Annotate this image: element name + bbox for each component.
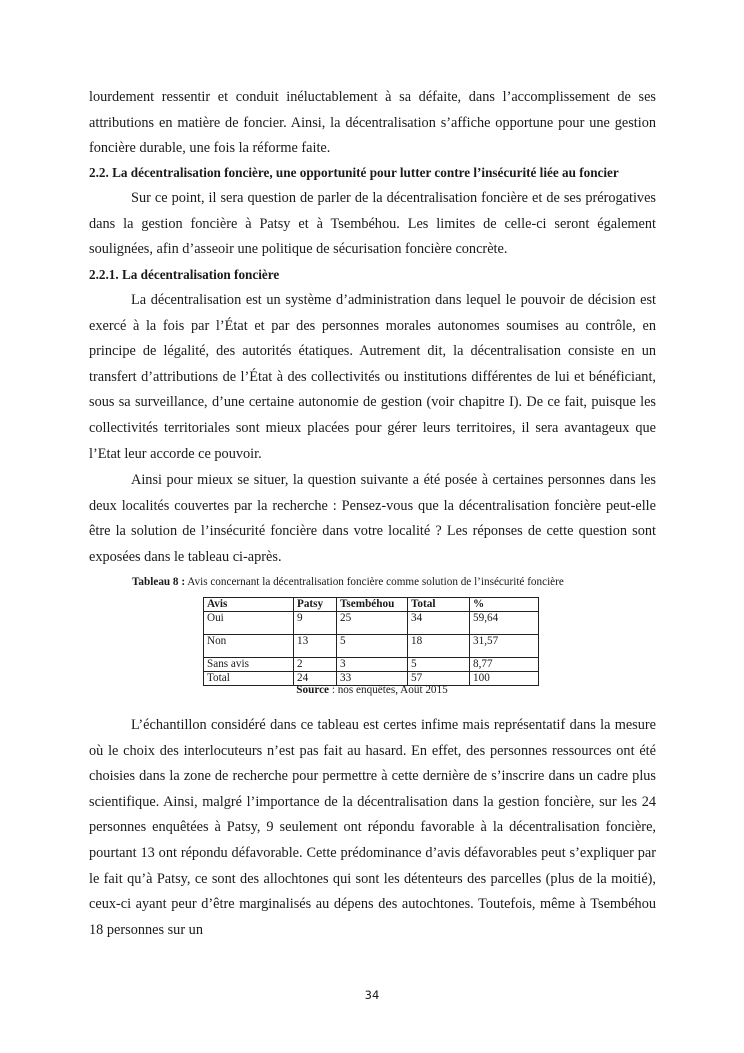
- table-cell: 13: [294, 635, 337, 658]
- table-cell: 25: [337, 612, 408, 635]
- paragraph-text: L’échantillon considéré dans ce tableau est certes infime mais représentatif dans la mesure où le choix des interlocuteurs n’est pas fait au hasard. En effet, des personnes ressources ont été choisies dans la zone de recherche pour permettre à cette dernière de s’inscrire dans un cadre plus scientifique. Ainsi, malgré l’importance de la décentralisation dans la gestion foncière, sur les 24 personnes enquêtées à Patsy, 9 seulement ont répondu favorable à la décentralisation foncière, pourtant 13 ont répondu défavorable. Cette prédominance d’avis défavorables peut s’expliquer par le fait qu’à Patsy, ce sont des allochtones qui sont les détenteurs des parcelles (plus de la moitié), ceux-ci ayant peur d’être marginalisés au dépens des autochtones. Toutefois, même à Tsembéhou 18 personnes sur un: [89, 717, 656, 938]
- table-cell: Non: [204, 635, 294, 658]
- table-cell: 8,77: [470, 658, 539, 672]
- table-cell: 5: [337, 635, 408, 658]
- paragraph-question: [89, 468, 656, 570]
- table-cell: Total: [204, 672, 294, 686]
- paragraph-text: Sur ce point, il sera question de parler de la décentralisation foncière et de ses prérogatives dans la gestion foncière à Patsy et à Tsembéhou. Les limites de celle-ci seront également soulignées, afin d’asseoir une politique de sécurisation foncière concrète.: [89, 190, 656, 258]
- table-row: [204, 635, 539, 658]
- table-cell: 34: [408, 612, 470, 635]
- header-avis: Avis: [204, 598, 294, 612]
- paragraph-section-2-2: [89, 186, 656, 263]
- table-cell: 33: [337, 672, 408, 686]
- source-text: : nos enquêtes, Août 2015: [329, 684, 448, 696]
- table-cell: 18: [408, 635, 470, 658]
- table-cell: 9: [294, 612, 337, 635]
- paragraph-text: La décentralisation est un système d’administration dans lequel le pouvoir de décision est exercé à la fois par l’État et par des personnes morales autonomes soumises au contrôle, en principe de légalité, des autorités étatiques. Autrement dit, la décentralisation consiste en un transfert d’attributions de l’État à des collectivités ou institutions différentes de lui et bénéficiant, sous sa surveillance, d’une certaine autonomie de gestion (voir chapitre I). De ce fait, puisque les collectivités territoriales sont mieux placées pour gérer leurs territoires, il sera avantageux que l’Etat leur accorde ce pouvoir.: [89, 292, 656, 462]
- table-caption-text: Avis concernant la décentralisation foncière comme solution de l’insécurité foncière: [185, 576, 564, 588]
- page-number: 34: [364, 988, 380, 1002]
- paragraph-text: lourdement ressentir et conduit inéluctablement à sa défaite, dans l’accomplissement de ses attributions en matière de foncier. Ainsi, la décentralisation s’affiche opportune pour une gestion foncière durable, une fois la réforme faite.: [89, 89, 656, 157]
- table-cell: 31,57: [470, 635, 539, 658]
- source-label: Source: [296, 684, 330, 696]
- table-cell: 3: [337, 658, 408, 672]
- section-heading-2-2: 2.2. La décentralisation foncière, une opportunité pour lutter contre l’insécurité liée au foncier: [89, 165, 619, 180]
- table-cell: 100: [470, 672, 539, 686]
- table-cell: Sans avis: [204, 658, 294, 672]
- table-cell: 24: [294, 672, 337, 686]
- table-cell: Oui: [204, 612, 294, 635]
- header-patsy: Patsy: [294, 598, 337, 612]
- paragraph-intro: [89, 85, 656, 162]
- table-caption-label: Tableau 8 :: [132, 576, 186, 588]
- table-cell: 2: [294, 658, 337, 672]
- table-caption: [132, 574, 564, 590]
- paragraph-analysis: [89, 713, 656, 943]
- table-cell: 59,64: [470, 612, 539, 635]
- table-row: [204, 612, 539, 635]
- survey-table: [203, 597, 539, 686]
- header-total: Total: [408, 598, 470, 612]
- header-percent: %: [470, 598, 539, 612]
- paragraph-definition: [89, 288, 656, 467]
- header-tsembehou: Tsembéhou: [337, 598, 408, 612]
- table-cell: 57: [408, 672, 470, 686]
- section-heading-2-2-1: 2.2.1. La décentralisation foncière: [89, 267, 280, 282]
- table-row: [204, 658, 539, 672]
- table-source: [0, 683, 744, 697]
- paragraph-text: Ainsi pour mieux se situer, la question suivante a été posée à certaines personnes dans les deux localités couvertes par la recherche : Pensez-vous que la décentralisation foncière peut-elle être la solution de l’insécurité foncière dans votre localité ? Les réponses de cette question sont exposées dans le tableau ci-après.: [89, 472, 656, 565]
- table-cell: 5: [408, 658, 470, 672]
- table-header-row: [204, 598, 539, 612]
